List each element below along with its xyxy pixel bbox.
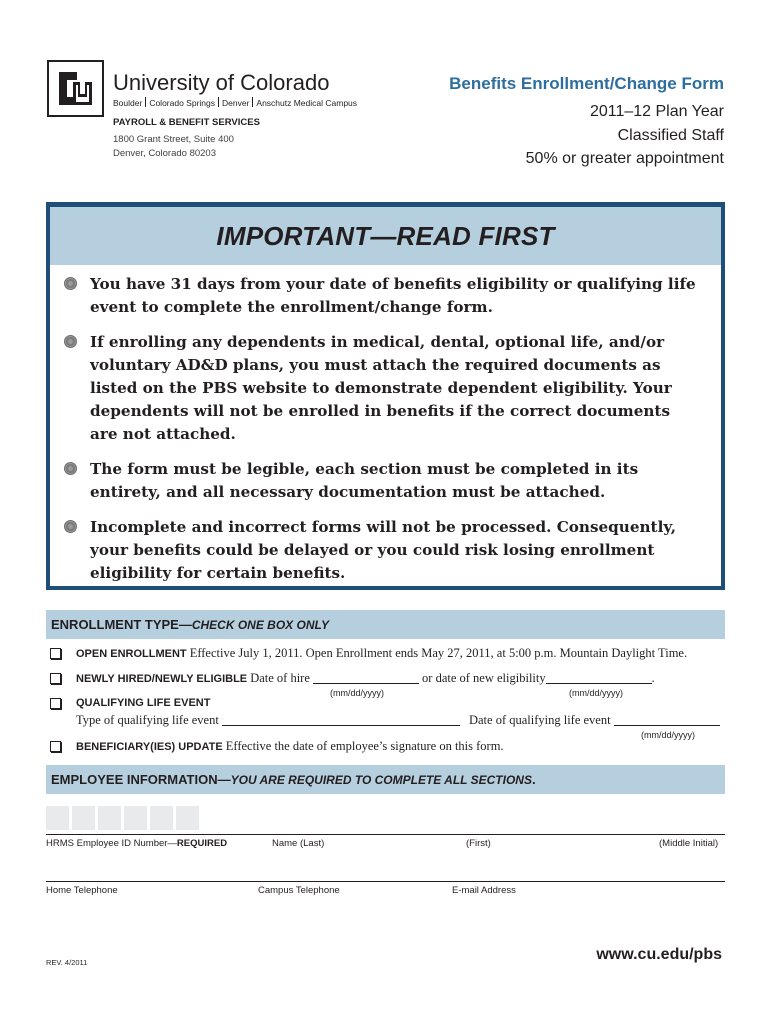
employee-info-note: YOU ARE REQUIRED TO COMPLETE ALL SECTIONS bbox=[230, 772, 532, 787]
qle-date-field[interactable] bbox=[614, 714, 720, 726]
date-of-hire-label: Date of hire bbox=[250, 671, 310, 685]
new-eligibility-label: or date of new eligibility bbox=[422, 671, 546, 685]
bullet-text: The form must be legible, each section must be completed in its entirety, and all necessary documentation must be attached. bbox=[90, 460, 639, 501]
hrms-id-digit[interactable] bbox=[150, 806, 173, 830]
hrms-id-digit[interactable] bbox=[124, 806, 147, 830]
important-bullet bbox=[64, 273, 701, 319]
campus-boulder: Boulder bbox=[113, 98, 143, 108]
name-first-field[interactable]: (First) bbox=[466, 838, 491, 849]
name-last-field[interactable]: Name (Last) bbox=[272, 838, 325, 849]
hrms-id-required: REQUIRED bbox=[176, 838, 228, 849]
qualifying-life-event-label: QUALIFYING LIFE EVENT bbox=[76, 697, 211, 709]
important-bullet bbox=[64, 516, 701, 585]
hrms-id-label bbox=[46, 838, 227, 849]
employee-info-heading: EMPLOYEE INFORMATION— bbox=[51, 772, 231, 787]
enrollment-type-note: CHECK ONE BOX ONLY bbox=[191, 617, 329, 632]
beneficiary-update-label: BENEFICIARY(IES) UPDATE bbox=[76, 741, 223, 753]
newly-hired-checkbox[interactable] bbox=[50, 673, 61, 684]
campus-separator bbox=[252, 97, 253, 107]
university-name: University of Colorado bbox=[113, 70, 330, 95]
date-of-hire-format-hint: (mm/dd/yyyy) bbox=[330, 688, 384, 698]
form-title: Benefits Enrollment/Change Form bbox=[449, 74, 724, 93]
newly-hired-period: . bbox=[651, 671, 655, 685]
qle-type-field[interactable] bbox=[222, 714, 460, 726]
beneficiary-update-text: Effective the date of employee’s signature on this form. bbox=[225, 739, 504, 753]
hrms-id-digit[interactable] bbox=[46, 806, 69, 830]
name-row-rule bbox=[46, 834, 725, 835]
appointment-type: 50% or greater appointment bbox=[525, 150, 724, 167]
name-middle-initial-field[interactable]: (Middle Initial) bbox=[659, 838, 719, 849]
open-enrollment-label: OPEN ENROLLMENT bbox=[76, 648, 187, 660]
bullet-text: You have 31 days from your date of benefits eligibility or qualifying life event to complete the enrollment/change form. bbox=[90, 275, 696, 316]
employee-info-period: . bbox=[531, 772, 536, 787]
qle-date-format-hint: (mm/dd/yyyy) bbox=[641, 730, 695, 740]
important-header bbox=[50, 207, 721, 265]
bullet-text: Incomplete and incorrect forms will not be processed. Consequently, your benefits could be delayed or you could risk losing enrollment eligibility for certain benefits. bbox=[90, 518, 676, 582]
newly-hired-label: NEWLY HIRED/NEWLY ELIGIBLE bbox=[76, 673, 248, 685]
home-telephone-field[interactable]: Home Telephone bbox=[46, 885, 118, 896]
email-address-field[interactable]: E-mail Address bbox=[452, 885, 516, 896]
qle-type-row bbox=[76, 713, 720, 728]
newly-hired-option bbox=[76, 671, 655, 686]
hrms-id-digit[interactable] bbox=[98, 806, 121, 830]
staff-type: Classified Staff bbox=[617, 127, 724, 144]
bullet-dot-icon bbox=[64, 462, 77, 475]
new-eligibility-date-field[interactable] bbox=[546, 672, 652, 684]
enrollment-type-section-header bbox=[46, 610, 725, 639]
open-enrollment-option bbox=[76, 646, 687, 661]
new-eligibility-format-hint: (mm/dd/yyyy) bbox=[569, 688, 623, 698]
revision-date: REV. 4/2011 bbox=[46, 958, 88, 967]
campus-telephone-field[interactable]: Campus Telephone bbox=[258, 885, 340, 896]
department-name: PAYROLL & BENEFIT SERVICES bbox=[113, 117, 260, 128]
campus-denver: Denver bbox=[222, 98, 250, 108]
campus-anschutz: Anschutz Medical Campus bbox=[256, 98, 358, 108]
important-bullet bbox=[64, 458, 701, 504]
hrms-id-digit[interactable] bbox=[176, 806, 199, 830]
hrms-id-field[interactable] bbox=[46, 806, 199, 830]
hrms-id-digit[interactable] bbox=[72, 806, 95, 830]
cu-logo-mark bbox=[55, 68, 96, 109]
important-bullet bbox=[64, 331, 701, 446]
employee-info-section-header bbox=[46, 765, 725, 794]
campus-separator bbox=[218, 97, 219, 107]
bullet-dot-icon bbox=[64, 520, 77, 533]
important-title: IMPORTANT—READ FIRST bbox=[216, 220, 555, 251]
qualifying-life-event-checkbox[interactable] bbox=[50, 698, 61, 709]
date-of-hire-field[interactable] bbox=[313, 672, 419, 684]
address-line-2: Denver, Colorado 80203 bbox=[113, 148, 216, 159]
important-bullet-list bbox=[50, 265, 721, 585]
enrollment-type-heading: ENROLLMENT TYPE— bbox=[51, 617, 192, 632]
beneficiary-update-checkbox[interactable] bbox=[50, 741, 61, 752]
address-line-1: 1800 Grant Street, Suite 400 bbox=[113, 134, 234, 145]
hrms-id-label-text: HRMS Employee ID Number— bbox=[46, 838, 177, 849]
qle-date-label: Date of qualifying life event bbox=[468, 713, 611, 727]
phone-row-rule bbox=[46, 881, 725, 882]
campus-separator bbox=[145, 97, 146, 107]
bullet-dot-icon bbox=[64, 335, 77, 348]
campus-list bbox=[113, 97, 357, 109]
important-notice-box bbox=[46, 202, 725, 590]
campus-colorado-springs: Colorado Springs bbox=[149, 98, 215, 108]
bullet-text: If enrolling any dependents in medical, dental, optional life, and/or voluntary AD&D plans, you must attach the required documents as listed on the PBS website to demonstrate dependent eligibility. Your dependents will not be enrolled in benefits if the correct documents are not attached. bbox=[90, 333, 672, 443]
beneficiary-update-option bbox=[76, 739, 504, 754]
open-enrollment-text: Effective July 1, 2011. Open Enrollment ends May 27, 2011, at 5:00 p.m. Mountain Daylight Time. bbox=[189, 646, 688, 660]
cu-logo-icon bbox=[47, 60, 104, 117]
qle-type-label: Type of qualifying life event bbox=[76, 713, 219, 727]
website-link[interactable]: www.cu.edu/pbs bbox=[596, 946, 722, 963]
plan-year: 2011–12 Plan Year bbox=[589, 103, 724, 120]
bullet-dot-icon bbox=[64, 277, 77, 290]
open-enrollment-checkbox[interactable] bbox=[50, 648, 61, 659]
